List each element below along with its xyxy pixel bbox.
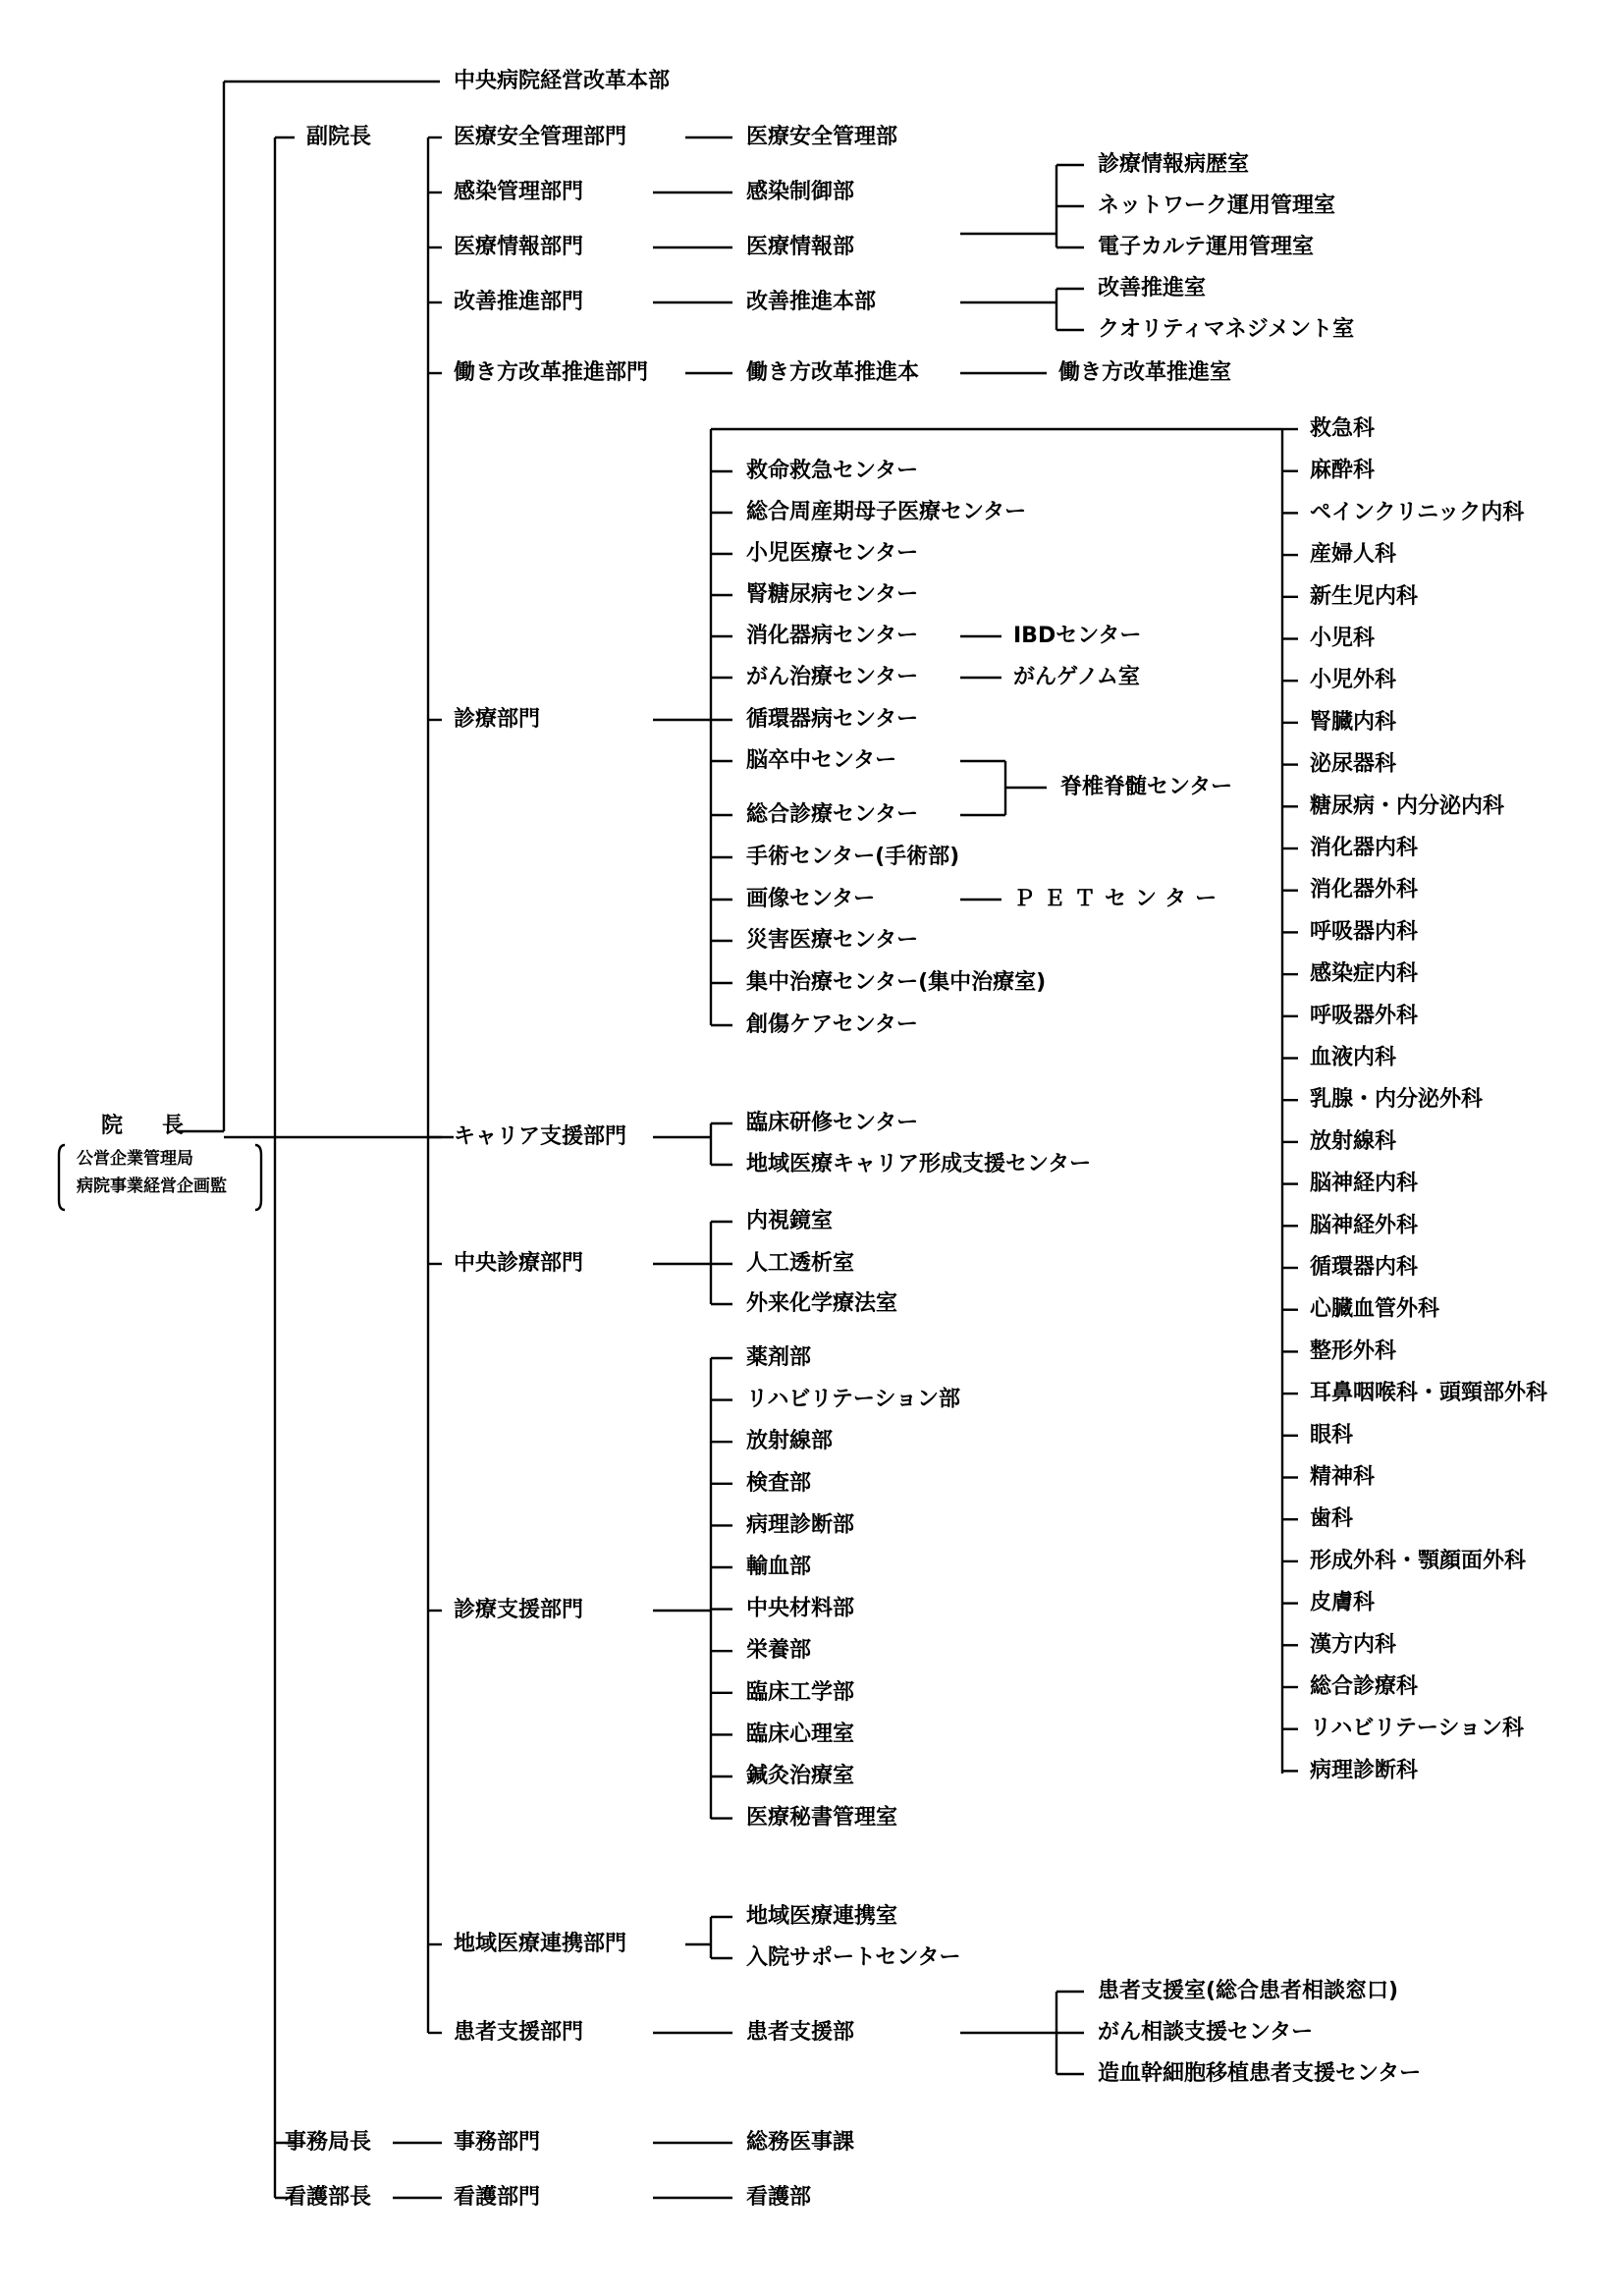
admin-dept-label: 総務医事課 <box>746 2130 855 2155</box>
clinical-label: 診療部門 <box>454 707 541 732</box>
support-item-7: 栄養部 <box>746 1638 812 1664</box>
support-item-11: 医療秘書管理室 <box>746 1805 898 1831</box>
spine-center-label: 脊椎脊髄センター <box>1060 775 1233 799</box>
division-label-1: 感染管理部門 <box>454 180 584 204</box>
support-item-0: 薬剤部 <box>746 1345 812 1370</box>
support-item-6: 中央材料部 <box>746 1596 855 1621</box>
regional-label: 地域医療連携部門 <box>454 1932 627 1956</box>
center-label-5: がん治療センター <box>746 665 919 689</box>
dept-label-1: 感染制御部 <box>746 180 855 204</box>
center-label-11: 災害医療センター <box>746 928 919 953</box>
president-note-2: 病院事業経営企画監 <box>77 1176 227 1196</box>
department-label-27: 形成外科・顎顔面外科 <box>1310 1548 1527 1573</box>
vice-president-label: 副院長 <box>306 125 372 149</box>
regional-item-0: 地域医療連携室 <box>746 1904 898 1929</box>
nursing-division-label: 看護部門 <box>454 2185 541 2210</box>
department-label-21: 心臓血管外科 <box>1310 1296 1440 1322</box>
support-item-2: 放射線部 <box>746 1429 834 1454</box>
dept-label-0: 医療安全管理部 <box>746 125 898 149</box>
department-label-23: 耳鼻咽喉科・頭頸部外科 <box>1310 1381 1548 1406</box>
info-room-2: 電子カルテ運用管理室 <box>1098 235 1315 259</box>
department-label-15: 血液内科 <box>1310 1045 1397 1070</box>
department-label-7: 腎臓内科 <box>1310 709 1397 735</box>
department-label-28: 皮膚科 <box>1310 1590 1376 1615</box>
department-label-29: 漢方内科 <box>1310 1632 1397 1658</box>
department-label-32: 病理診断科 <box>1310 1758 1419 1783</box>
admin-head-label: 事務局長 <box>285 2130 372 2155</box>
genome-room-label: がんゲノム室 <box>1013 665 1140 689</box>
department-label-13: 感染症内科 <box>1310 961 1419 987</box>
department-label-9: 糖尿病・内分泌内科 <box>1310 793 1505 819</box>
work-room-0: 働き方改革推進室 <box>1058 360 1232 385</box>
connector-lines <box>59 82 1298 2198</box>
center-label-10: 画像センター <box>746 887 876 911</box>
improve-room-1: クオリティマネジメント室 <box>1098 317 1355 342</box>
department-label-11: 消化器外科 <box>1310 877 1419 902</box>
improve-room-0: 改善推進室 <box>1098 276 1207 301</box>
department-label-6: 小児外科 <box>1310 668 1397 693</box>
nursing-dept-label: 看護部 <box>746 2185 812 2210</box>
patient-label: 患者支援部門 <box>454 2020 584 2045</box>
support-item-8: 臨床工学部 <box>746 1679 855 1705</box>
hq-label: 中央病院経営改革本部 <box>454 69 671 93</box>
department-label-5: 小児科 <box>1310 626 1376 651</box>
patient-room-1: がん相談支援センター <box>1098 2020 1314 2045</box>
department-label-0: 救急科 <box>1310 416 1376 441</box>
regional-item-1: 入院サポートセンター <box>746 1945 961 1970</box>
department-label-1: 麻酔科 <box>1310 458 1376 483</box>
info-room-1: ネットワーク運用管理室 <box>1098 193 1336 218</box>
central-item-0: 内視鏡室 <box>746 1209 834 1233</box>
central-item-2: 外来化学療法室 <box>746 1291 898 1316</box>
department-label-8: 泌尿器科 <box>1310 751 1397 777</box>
department-label-2: ペインクリニック内科 <box>1310 500 1525 525</box>
department-label-30: 総合診療科 <box>1310 1674 1419 1699</box>
pet-center-label: ＰＥＴセンター <box>1013 887 1226 911</box>
support-label: 診療支援部門 <box>454 1598 584 1622</box>
department-label-18: 脳神経内科 <box>1310 1171 1419 1196</box>
department-label-4: 新生児内科 <box>1310 583 1419 609</box>
department-label-10: 消化器内科 <box>1310 836 1419 860</box>
center-label-3: 腎糖尿病センター <box>746 582 919 607</box>
department-label-16: 乳腺・内分泌外科 <box>1310 1087 1484 1113</box>
center-label-13: 創傷ケアセンター <box>746 1012 918 1037</box>
department-label-25: 精神科 <box>1310 1464 1376 1490</box>
center-label-0: 救命救急センター <box>746 459 919 483</box>
department-label-22: 整形外科 <box>1310 1339 1397 1364</box>
admin-division-label: 事務部門 <box>454 2130 541 2155</box>
career-label: キャリア支援部門 <box>454 1124 627 1149</box>
nursing-head-label: 看護部長 <box>285 2185 372 2210</box>
department-label-19: 脳神経外科 <box>1310 1213 1419 1238</box>
support-item-1: リハビリテーション部 <box>746 1387 961 1412</box>
department-label-31: リハビリテーション科 <box>1310 1716 1525 1741</box>
department-label-24: 眼科 <box>1310 1422 1354 1448</box>
division-label-4: 働き方改革推進部門 <box>454 360 649 385</box>
patient-room-2: 造血幹細胞移植患者支援センター <box>1098 2061 1422 2086</box>
president-note-bracket-right <box>255 1145 261 1210</box>
center-label-8: 総合診療センター <box>746 802 919 827</box>
department-label-12: 呼吸器内科 <box>1310 919 1419 945</box>
career-item-1: 地域医療キャリア形成支援センター <box>746 1152 1092 1176</box>
support-item-9: 臨床心理室 <box>746 1722 855 1747</box>
dept-label-2: 医療情報部 <box>746 235 855 259</box>
central-item-1: 人工透析室 <box>746 1251 855 1276</box>
ibd-center-label: IBDセンター <box>1013 624 1142 648</box>
support-item-5: 輸血部 <box>746 1555 812 1579</box>
support-item-3: 検査部 <box>746 1470 812 1496</box>
node-labels <box>76 68 1548 2210</box>
career-item-0: 臨床研修センター <box>746 1111 919 1135</box>
department-label-14: 呼吸器外科 <box>1310 1003 1419 1028</box>
dept-label-4: 働き方改革推進本 <box>746 360 920 385</box>
center-label-6: 循環器病センター <box>746 707 919 732</box>
department-label-20: 循環器内科 <box>1310 1255 1419 1280</box>
center-label-2: 小児医療センター <box>746 541 919 566</box>
dept-label-3: 改善推進本部 <box>746 290 877 314</box>
president-label: 院 長 <box>101 1114 193 1138</box>
division-label-2: 医療情報部門 <box>454 235 584 259</box>
center-label-7: 脳卒中センター <box>746 748 897 773</box>
center-label-4: 消化器病センター <box>746 624 919 648</box>
info-room-0: 診療情報病歴室 <box>1098 152 1250 177</box>
division-label-0: 医療安全管理部門 <box>454 125 627 149</box>
department-label-26: 歯科 <box>1310 1506 1354 1532</box>
division-label-3: 改善推進部門 <box>454 290 584 314</box>
support-item-10: 鍼灸治療室 <box>746 1764 855 1788</box>
patient-dept-label: 患者支援部 <box>746 2020 855 2045</box>
president-note-bracket-left <box>59 1145 65 1210</box>
president-note-1: 公営企業管理局 <box>77 1149 193 1169</box>
center-label-12: 集中治療センター(集中治療室) <box>746 970 1047 995</box>
department-label-3: 産婦人科 <box>1310 542 1397 568</box>
department-label-17: 放射線科 <box>1310 1128 1397 1154</box>
patient-room-0: 患者支援室(総合患者相談窓口) <box>1098 1979 1399 2003</box>
central-label: 中央診療部門 <box>454 1251 584 1276</box>
center-label-9: 手術センター(手術部) <box>746 845 960 869</box>
support-item-4: 病理診断部 <box>746 1512 855 1538</box>
center-label-1: 総合周産期母子医療センター <box>746 500 1027 524</box>
